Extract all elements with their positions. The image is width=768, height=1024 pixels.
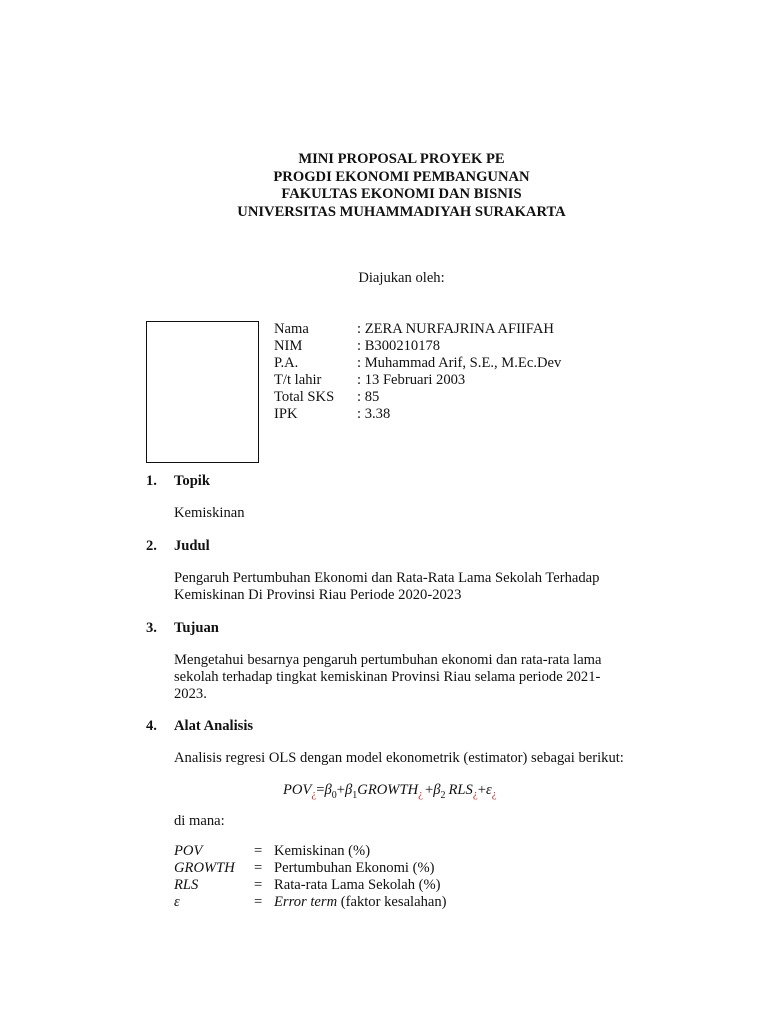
formula-glyph: ¿ (491, 788, 497, 800)
legend-description: Kemiskinan (%) (274, 843, 371, 859)
info-label: Nama (274, 321, 309, 337)
title-line-4: UNIVERSITAS MUHAMMADIYAH SURAKARTA (237, 203, 566, 220)
regression-formula (283, 782, 497, 804)
info-label: P.A. (274, 355, 299, 371)
section-body-topik: Kemiskinan (174, 505, 245, 521)
formula-plus: + (336, 782, 346, 798)
section-heading-alat-analisis: Alat Analisis (174, 718, 254, 734)
legend-description (274, 894, 447, 911)
title-line-3: FAKULTAS EKONOMI DAN BISNIS (281, 186, 522, 202)
section-body-judul: Pengaruh Pertumbuhan Ekonomi dan Rata-Rata Lama Sekolah Terhadap Kemiskinan Di Provinsi Riau Periode 2020-2023 (174, 570, 600, 603)
legend-description-rest: (faktor kesalahan) (337, 894, 447, 910)
variable-legend (174, 843, 447, 911)
info-value: : 85 (357, 389, 380, 405)
formula-beta0: β (324, 782, 332, 798)
info-value: : ZERA NURFAJRINA AFIIFAH (357, 321, 554, 337)
formula-growth: GROWTH (357, 782, 419, 798)
info-row-sks (274, 389, 561, 406)
section-heading-topik: Topik (174, 473, 210, 489)
legend-equals: = (254, 843, 263, 859)
where-label: di mana: (174, 813, 225, 829)
formula-glyph: ¿ (311, 788, 317, 800)
section-body-alat-analisis: Analisis regresi OLS dengan model ekonometrik (estimator) sebagai berikut: (174, 750, 624, 766)
section-body-tujuan: Mengetahui besarnya pengaruh pertumbuhan ekonomi dan rata-rata lama sekolah terhadap tingkat kemiskinan Provinsi Riau selama periode 2021-2023. (174, 652, 602, 702)
formula-glyph: ¿ (472, 788, 478, 800)
formula-epsilon: ε (485, 782, 492, 798)
formula-beta2: β (433, 782, 441, 798)
legend-symbol: ε (174, 894, 180, 910)
section-heading-judul: Judul (174, 538, 210, 554)
info-label: NIM (274, 338, 303, 354)
legend-equals: = (254, 860, 263, 876)
formula-beta1-sub: 1 (352, 789, 358, 801)
legend-symbol: GROWTH (174, 860, 235, 876)
legend-equals: = (254, 877, 263, 893)
legend-row (174, 860, 447, 877)
formula-glyph: ¿ (418, 788, 423, 800)
info-value: : 13 Februari 2003 (357, 372, 466, 388)
info-value: : B300210178 (357, 338, 441, 354)
student-info-table (274, 321, 561, 423)
legend-row (174, 843, 447, 860)
formula-beta1: β (345, 782, 353, 798)
info-row-ipk (274, 406, 561, 423)
formula-beta0-sub: 0 (331, 789, 337, 801)
legend-description: Pertumbuhan Ekonomi (%) (274, 860, 435, 876)
legend-description: Rata-rata Lama Sekolah (%) (274, 877, 441, 893)
info-label: Total SKS (274, 389, 335, 405)
section-number: 1. (146, 473, 157, 489)
document-title (0, 151, 768, 221)
legend-symbol: RLS (174, 877, 199, 893)
info-row-pa (274, 355, 561, 372)
info-row-nim (274, 338, 561, 355)
formula-rls: RLS (448, 782, 473, 798)
formula-plus: + (425, 782, 434, 798)
info-label: IPK (274, 406, 298, 422)
info-row-name (274, 321, 561, 338)
formula-pov: POV (283, 782, 312, 798)
info-value: : Muhammad Arif, S.E., M.Ec.Dev (357, 355, 562, 371)
section-number: 4. (146, 718, 157, 734)
title-line-1: MINI PROPOSAL PROYEK PE (298, 151, 505, 167)
legend-symbol: POV (174, 843, 203, 859)
legend-equals: = (254, 894, 263, 910)
section-number: 3. (146, 620, 157, 636)
legend-description-italic: Error term (274, 894, 338, 910)
legend-row (174, 877, 447, 894)
info-value: : 3.38 (357, 406, 391, 422)
section-heading-tujuan: Tujuan (174, 620, 219, 636)
formula-eq: = (316, 782, 325, 798)
photo-placeholder (146, 321, 259, 463)
section-number: 2. (146, 538, 157, 554)
formula-plus: + (477, 782, 486, 798)
info-label: T/t lahir (274, 372, 322, 388)
formula-beta2-sub: 2 (440, 789, 446, 801)
title-line-2: PROGDI EKONOMI PEMBANGUNAN (273, 168, 530, 185)
info-row-birth (274, 372, 561, 389)
legend-row (174, 894, 447, 911)
submitted-by-label: Diajukan oleh: (358, 270, 445, 286)
